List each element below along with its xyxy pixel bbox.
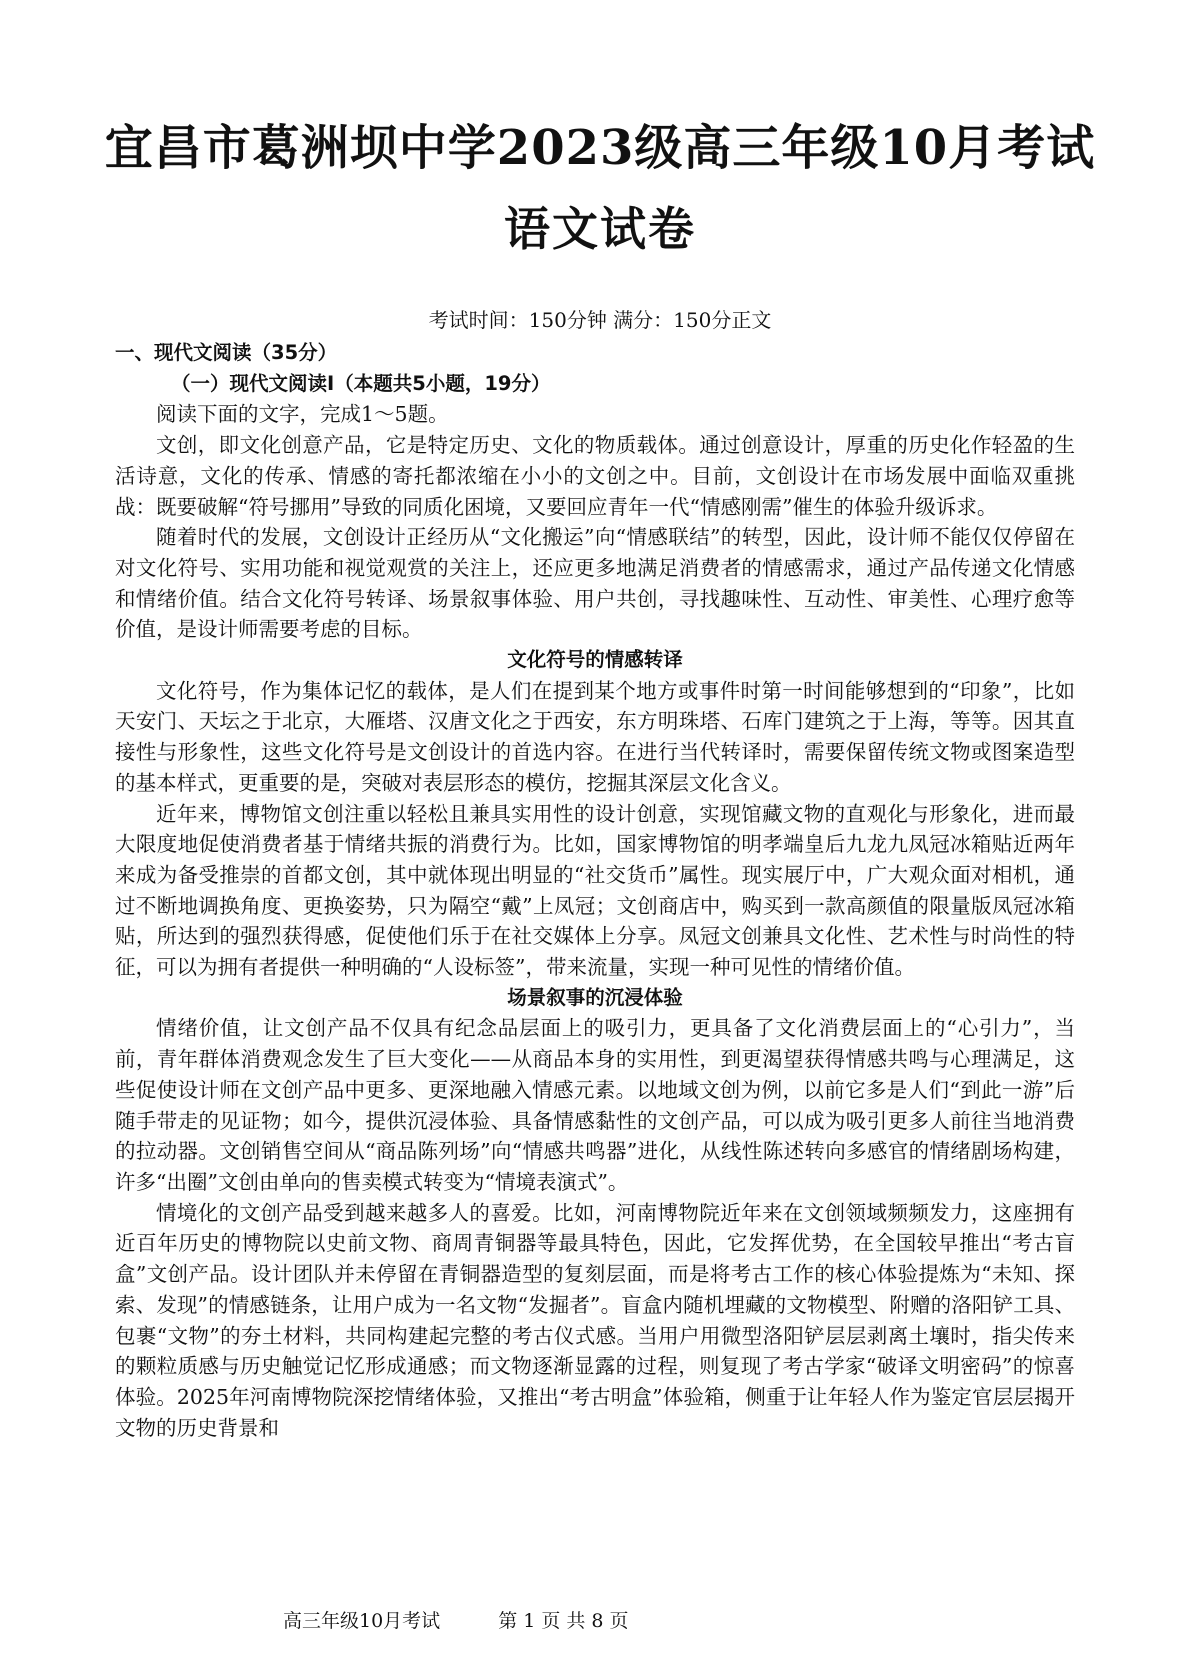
- article-paragraph-2: 随着时代的发展，文创设计正经历从“文化搬运”向“情感联结”的转型，因此，设计师不能仅仅停留在对文化符号、实用功能和视觉观赏的关注上，还应更多地满足消费者的情感需求，通过产品传递文化情感和情绪价值。结合文化符号转译、场景叙事体验、用户共创，寻找趣味性、互动性、审美性、心理疗愈等价值，是设计师需要考虑的目标。: [115, 525, 1075, 642]
- article-subtitle-2: 场景叙事的沉浸体验: [507, 985, 683, 1009]
- article-paragraph-6: 情境化的文创产品受到越来越多人的喜爱。比如，河南博物院近年来在文创领域频频发力，这座拥有近百年历史的博物院以史前文物、商周青铜器等最具特色，因此，它发挥优势，在全国较早推出“考古盲盒”文创产品。设计团队并未停留在青铜器造型的复刻层面，而是将考古工作的核心体验提炼为“未知、探索、发现”的情感链条，让用户成为一名文物“发掘者”。盲盒内随机埋藏的文物模型、附赠的洛阳铲工具、包裹“文物”的夯土材料，共同构建起完整的考古仪式感。当用户用微型洛阳铲层层剥离土壤时，指尖传来的颗粒质感与历史触觉记忆形成通感；而文物逐渐显露的过程，则复现了考古学家“破译文明密码”的惊喜体验。2025年河南博物院深挖情绪体验，又推出“考古明盒”体验箱，侧重于让年轻人作为鉴定官层层揭开文物的历史背景和: [115, 1200, 1075, 1440]
- article-paragraph-1: 文创，即文化创意产品，它是特定历史、文化的物质载体。通过创意设计，厚重的历史化作轻盈的生活诗意，文化的传承、情感的寄托都浓缩在小小的文创之中。目前，文创设计在市场发展中面临双重挑战：既要破解“符号挪用”导致的同质化困境，又要回应青年一代“情感刚需”催生的体验升级诉求。: [115, 433, 1075, 519]
- article-paragraph-3: 文化符号，作为集体记忆的载体，是人们在提到某个地方或事件时第一时间能够想到的“印象”，比如天安门、天坛之于北京，大雁塔、汉唐文化之于西安，东方明珠塔、石库门建筑之于上海，等等。因其直接性与形象性，这些文化符号是文创设计的首选内容。在进行当代转译时，需要保留传统文物或图案造型的基本样式，更重要的是，突破对表层形态的模仿，挖掘其深层文化含义。: [115, 678, 1075, 795]
- article-paragraph-4: 近年来，博物馆文创注重以轻松且兼具实用性的设计创意，实现馆藏文物的直观化与形象化，进而最大限度地促使消费者基于情绪共振的消费行为。比如，国家博物馆的明孝端皇后九龙九凤冠冰箱贴近两年来成为备受推崇的首都文创，其中就体现出明显的“社交货币”属性。现实展厅中，广大观众面对相机，通过不断地调换角度、更换姿势，只为隔空“戴”上凤冠；文创商店中，购买到一款高颜值的限量版凤冠冰箱贴，所达到的强烈获得感，促使他们乐于在社交媒体上分享。凤冠文创兼具文化性、艺术性与时尚性的特征，可以为拥有者提供一种明确的“人设标签”，带来流量，实现一种可见性的情绪价值。: [115, 801, 1075, 980]
- exam-info: 考试时间：150分钟 满分：150分正文: [428, 308, 772, 332]
- exam-body: [115, 338, 1075, 1443]
- exam-subtitle: 语文试卷: [504, 202, 696, 256]
- page-footer: [283, 1608, 629, 1634]
- article-paragraph-5: 情绪价值，让文创产品不仅具有纪念品层面上的吸引力，更具备了文化消费层面上的“心引力”，当前，青年群体消费观念发生了巨大变化——从商品本身的实用性，到更渴望获得情感共鸣与心理满足，这些促使设计师在文创产品中更多、更深地融入情感元素。以地域文创为例，以前它多是人们“到此一游”后随手带走的见证物；如今，提供沉浸体验、具备情感黏性的文创产品，可以成为吸引更多人前往当地消费的拉动器。文创销售空间从“商品陈列场”向“情感共鸣器”进化，从线性陈述转向多感官的情绪剧场构建，许多“出圈”文创由单向的售卖模式转变为“情境表演式”。: [115, 1016, 1075, 1194]
- footer-exam-name: 高三年级10月考试: [283, 1610, 441, 1632]
- section-subheading: （一）现代文阅读Ⅰ（本题共5小题，19分）: [171, 371, 551, 395]
- article-subtitle-1: 文化符号的情感转译: [507, 648, 683, 672]
- reading-instruction: 阅读下面的文字，完成1～5题。: [156, 402, 449, 427]
- footer-page-number: 第 1 页 共 8 页: [498, 1610, 629, 1632]
- section-heading: 一、现代文阅读（35分）: [115, 341, 338, 364]
- exam-title: 宜昌市葛洲坝中学2023级高三年级10月考试: [104, 120, 1096, 176]
